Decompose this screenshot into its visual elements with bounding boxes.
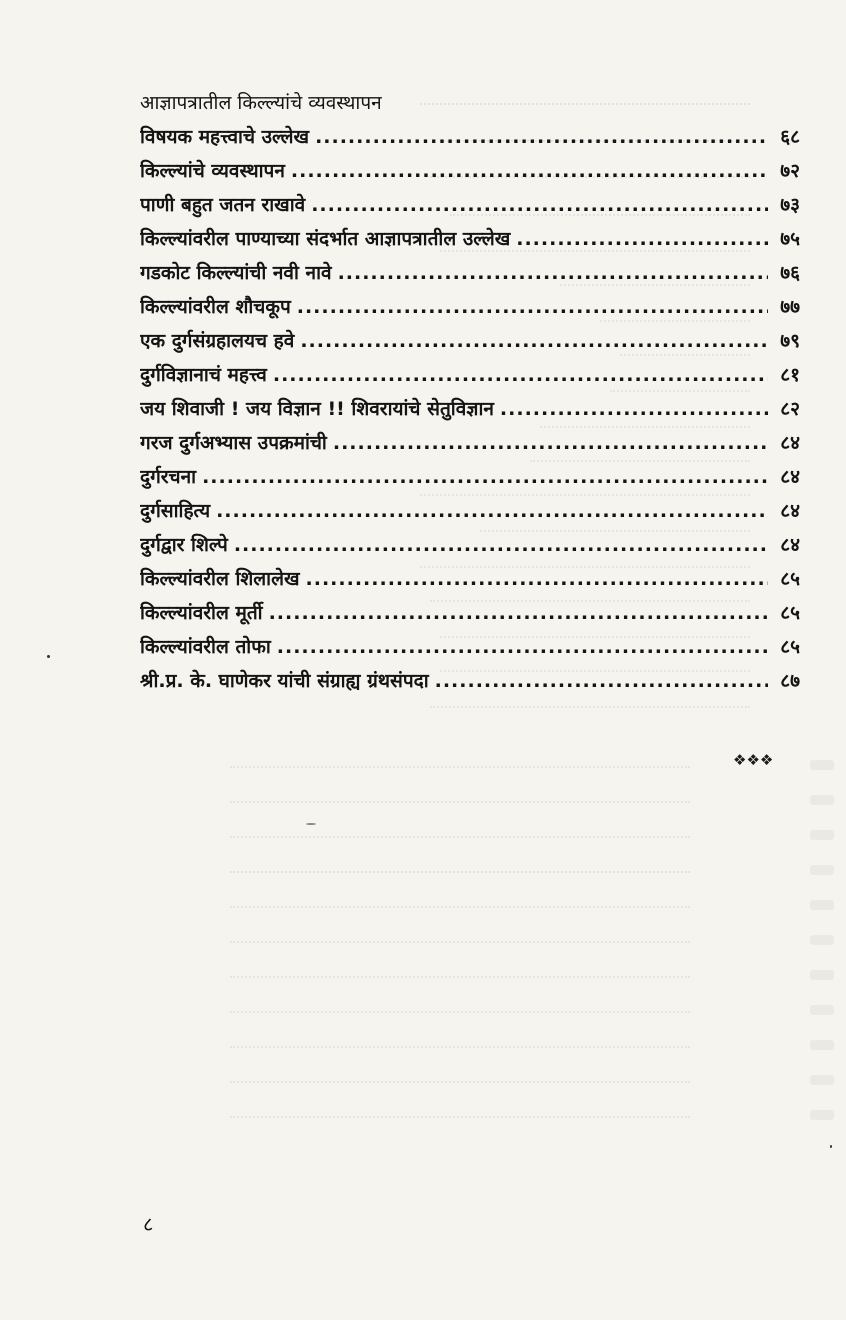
dot-leader	[516, 222, 768, 256]
toc-entry	[140, 494, 800, 528]
toc-entry	[140, 120, 800, 154]
toc-entry-page: ६८	[780, 126, 800, 148]
toc-entry	[140, 664, 800, 698]
toc-entry-title: किल्ल्यांवरील तोफा	[140, 636, 271, 658]
print-speck	[47, 655, 50, 658]
toc-entry	[140, 630, 800, 664]
toc-entry-title: जय शिवाजी ! जय विज्ञान !! शिवरायांचे सेतुविज्ञान	[140, 398, 494, 420]
toc-entry-page: ७७	[780, 296, 800, 318]
toc-entry	[140, 188, 800, 222]
toc-entry-title: एक दुर्गसंग्रहालयच हवे	[140, 330, 295, 352]
toc-entry	[140, 324, 800, 358]
dot-leader	[202, 460, 768, 494]
toc-entry-title: दुर्गविज्ञानाचं महत्त्व	[140, 364, 267, 386]
toc-entry-page: ७६	[780, 262, 800, 284]
toc-entry-heading-line: आज्ञापत्रातील किल्ल्यांचे व्यवस्थापन	[140, 92, 382, 114]
toc-entry	[140, 154, 800, 188]
toc-entry	[140, 256, 800, 290]
dot-leader	[291, 154, 768, 188]
toc-entry-title: किल्ल्यांवरील मूर्ती	[140, 602, 263, 624]
toc-entry	[140, 392, 800, 426]
toc-entry-title: दुर्गसाहित्य	[140, 500, 211, 522]
dot-leader	[315, 120, 768, 154]
toc-entry-page: ८५	[780, 568, 800, 590]
toc-entry-page: ८४	[780, 432, 800, 454]
toc-entry	[140, 528, 800, 562]
toc-entry-title: किल्ल्यांवरील शौचकूप	[140, 296, 291, 318]
dot-leader	[216, 494, 768, 528]
toc-entry-title: गरज दुर्गअभ्यास उपक्रमांची	[140, 432, 327, 454]
toc-entry-page: ८४	[780, 500, 800, 522]
dot-leader	[269, 596, 768, 630]
toc-entry	[140, 596, 800, 630]
toc-entry-title: श्री.प्र. के. घाणेकर यांची संग्राह्य ग्रंथसंपदा	[140, 670, 429, 692]
toc-entry-page: ७३	[780, 194, 800, 216]
toc-entry-title: किल्ल्यांवरील पाण्याच्या संदर्भात आज्ञापत्रातील उल्लेख	[140, 228, 511, 250]
table-of-contents	[140, 86, 800, 698]
print-speck	[306, 823, 316, 825]
dot-leader	[234, 528, 768, 562]
toc-entry	[140, 562, 800, 596]
toc-entry	[140, 460, 800, 494]
toc-entry-page: ८५	[780, 636, 800, 658]
toc-entry-page: ८४	[780, 534, 800, 556]
toc-entry-page: ७५	[780, 228, 800, 250]
toc-entry-title: दुर्गद्वार शिल्पे	[140, 534, 228, 556]
toc-entry-title: दुर्गरचना	[140, 466, 197, 488]
toc-entry-title: किल्ल्यांचे व्यवस्थापन	[140, 160, 285, 182]
toc-entry	[140, 358, 800, 392]
dot-leader	[500, 392, 768, 426]
dot-leader	[435, 664, 768, 698]
print-speck	[830, 1145, 832, 1148]
toc-entry	[140, 290, 800, 324]
toc-entry-page: ८४	[780, 466, 800, 488]
toc-entry	[140, 222, 800, 256]
dot-leader	[277, 630, 768, 664]
dot-leader	[297, 290, 768, 324]
toc-entry-page: ८५	[780, 602, 800, 624]
section-end-ornament: ❖❖❖	[733, 751, 774, 769]
dot-leader	[338, 256, 768, 290]
page-number: ८	[143, 1212, 154, 1236]
toc-entry-title: पाणी बहुत जतन राखावे	[140, 194, 306, 216]
toc-entry-title: गडकोट किल्ल्यांची नवी नावे	[140, 262, 332, 284]
toc-entry-page: ८७	[780, 670, 800, 692]
toc-entry-title: किल्ल्यांवरील शिलालेख	[140, 568, 300, 590]
toc-entry-title: विषयक महत्त्वाचे उल्लेख	[140, 126, 310, 148]
toc-entry-page: ७२	[780, 160, 800, 182]
dot-leader	[333, 426, 768, 460]
dot-leader	[300, 324, 768, 358]
dot-leader	[306, 562, 768, 596]
dot-leader	[311, 188, 768, 222]
toc-entry	[140, 426, 800, 460]
toc-entry-page: ८२	[780, 398, 800, 420]
toc-entry-page: ८१	[780, 364, 800, 386]
toc-entry-page: ७९	[780, 330, 800, 352]
dot-leader	[273, 358, 768, 392]
